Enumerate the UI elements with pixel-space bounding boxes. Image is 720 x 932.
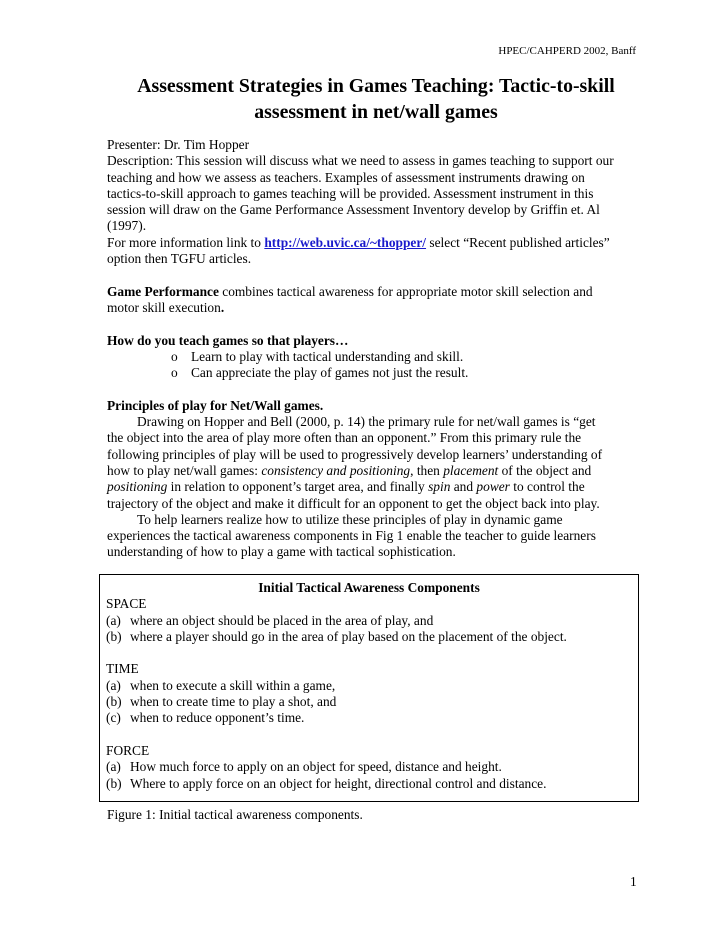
paragraph-line: the object into the area of play more often than an opponent.” From this primary rule the — [107, 430, 582, 446]
paragraph-line: understanding of how to play a game with tactical sophistication. — [107, 544, 456, 560]
list-item: (a) where an object should be placed in the area of play, and — [106, 612, 434, 628]
more-info-line-2: option then TGFU articles. — [107, 251, 252, 267]
more-info-suffix: select “Recent published articles” — [426, 234, 610, 250]
description-line: (1997). — [107, 218, 147, 234]
principles-heading: Principles of play for Net/Wall games. — [107, 397, 324, 413]
teach-section — [107, 333, 647, 382]
description-line: teaching and how we assess as teachers. Examples of assessment instruments drawing on — [107, 169, 585, 185]
teach-heading: How do you teach games so that players… — [107, 332, 349, 348]
force-heading: FORCE — [106, 742, 150, 758]
box-title: Initial Tactical Awareness Components — [258, 580, 480, 595]
list-item: (b) when to create time to play a shot, and — [106, 694, 337, 710]
bullet-mark: o — [171, 365, 178, 381]
paragraph-line: Drawing on Hopper and Bell (2000, p. 14) the primary rule for net/wall games is “get — [137, 414, 596, 430]
list-item: (a) How much force to apply on an object for speed, distance and height. — [106, 759, 502, 775]
title-line-2: assessment in net/wall games — [254, 101, 498, 123]
game-performance-paragraph: Game Performance combines tactical awareness for appropriate motor skill selection and motor skill execution. — [107, 283, 593, 315]
list-item: o Can appreciate the play of games not just the result. — [171, 365, 469, 381]
time-heading: TIME — [106, 661, 139, 677]
paragraph-line: positioning in relation to opponent’s target area, and finally spin and power to control the — [107, 479, 585, 495]
paragraph-line: how to play net/wall games: consistency and positioning, then placement of the object and — [107, 462, 592, 478]
paragraph-line: experiences the tactical awareness components in Fig 1 enable the teacher to guide learners — [107, 528, 596, 544]
page-number: 1 — [630, 874, 637, 889]
bullet-mark: o — [171, 348, 178, 364]
document-title — [100, 73, 652, 125]
title-line-1: Assessment Strategies in Games Teaching: Tactic-to-skill — [137, 75, 615, 97]
description-line: session will draw on the Game Performance Assessment Inventory develop by Griffin et. Al — [107, 202, 600, 218]
list-item: (c) when to reduce opponent’s time. — [106, 710, 305, 726]
presenter: Presenter: Dr. Tim Hopper — [107, 137, 250, 152]
more-info-line — [107, 235, 647, 251]
figure-caption: Figure 1: Initial tactical awareness components. — [107, 807, 363, 822]
list-item: o Learn to play with tactical understanding and skill. — [171, 348, 464, 364]
space-heading: SPACE — [106, 596, 147, 612]
paragraph-line: following principles of play will be used to progressively develop learners’ understanding of — [107, 446, 603, 462]
list-item: (b) where a player should go in the area of play based on the placement of the object. — [106, 628, 567, 644]
paragraph-line: trajectory of the object and make it difficult for an opponent to get the object back into play. — [107, 495, 600, 511]
list-item: (b) Where to apply force on an object for height, directional control and distance. — [106, 775, 547, 791]
document-body — [107, 137, 647, 561]
description-line: Description: This session will discuss what we need to assess in games teaching to support our — [107, 153, 614, 169]
website-link[interactable]: http://web.uvic.ca/~thopper/ — [264, 234, 427, 250]
paragraph-line: To help learners realize how to utilize these principles of play in dynamic game — [137, 511, 563, 527]
description — [107, 153, 647, 267]
tactical-awareness-box — [99, 574, 639, 802]
principles-section — [107, 398, 647, 561]
running-header: HPEC/CAHPERD 2002, Banff — [498, 45, 636, 57]
more-info-prefix: For more information link to — [107, 234, 265, 250]
list-item: (a) when to execute a skill within a game, — [106, 677, 336, 693]
game-performance-term: Game Performance — [107, 283, 219, 299]
description-line: tactics-to-skill approach to games teaching will be provided. Assessment instrument in this — [107, 185, 594, 201]
